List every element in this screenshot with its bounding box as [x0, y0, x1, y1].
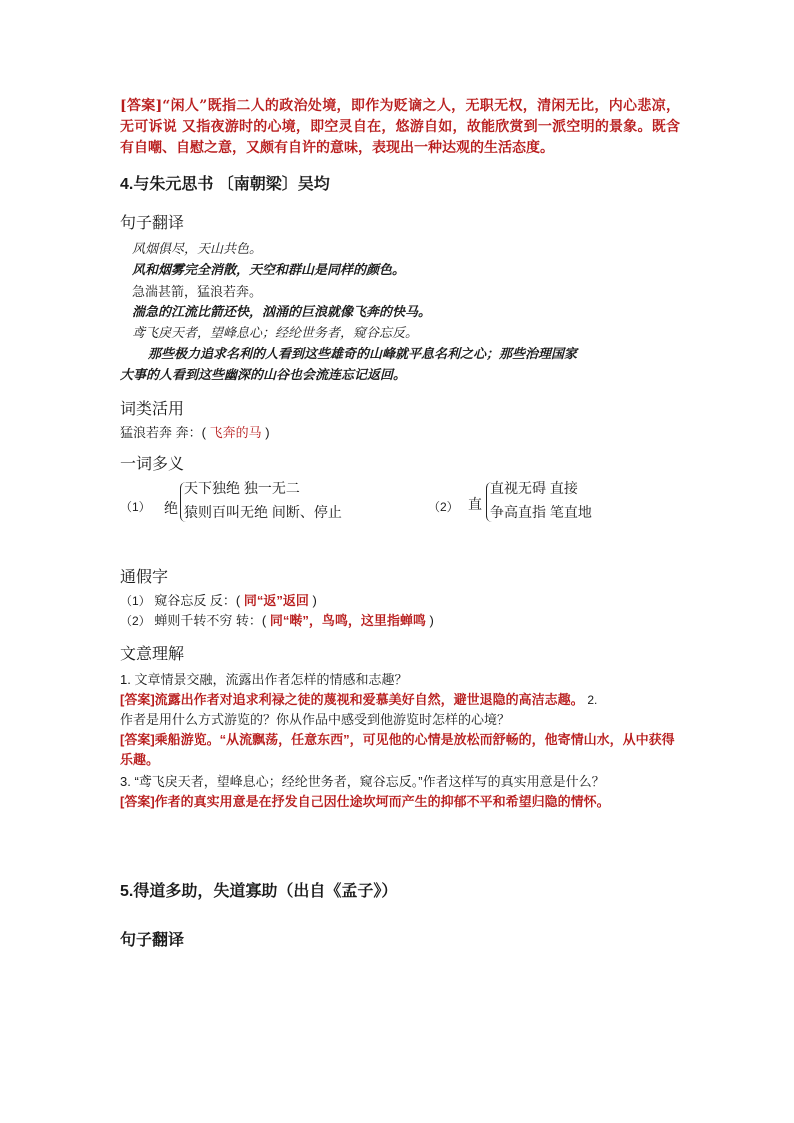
tongjia-num: （1）: [120, 594, 151, 608]
answer-1-text: 流露出作者对追求利禄之徒的蔑视和爱慕美好自然，避世退隐的高洁志趣。: [154, 692, 584, 707]
sentence-translation-heading: 句子翻译: [120, 215, 185, 232]
answer-1: [120, 690, 680, 710]
tongjia-answer: 同“返”返回: [243, 593, 309, 608]
tongjia-answer: 同“啭”，鸟鸣，这里指蝉鸣: [269, 613, 426, 628]
polysemy-num-1: （1）: [120, 500, 151, 514]
comprehension-block: [120, 670, 680, 812]
tongjia-heading: 通假字: [120, 569, 169, 586]
question-1: 1. 文章情景交融，流露出作者怎样的情感和志趣？: [120, 672, 408, 687]
tongjia-text: 蝉则千转不穷 转：(: [154, 613, 267, 628]
tongjia-close: ): [312, 593, 317, 608]
question-2: 作者是用什么方式游览的？你从作品中感受到他游览时怎样的心境？: [120, 712, 511, 727]
answer-3: [120, 792, 680, 812]
translation-line: 大事的人看到这些幽深的山谷也会流连忘记返回。: [120, 368, 407, 383]
comprehension-heading: 文意理解: [120, 646, 185, 663]
translation-line: 风烟俱尽，天山共色。: [132, 242, 263, 257]
answer-3-text: 作者的真实用意是在抒发自己因仕途坎坷而产生的抑郁不平和希望归隐的情怀。: [154, 794, 610, 809]
tongjia-item: [120, 591, 680, 611]
polysemy-2-line1: 直视无碍 直接: [490, 480, 578, 496]
answer-tag: [答案]: [120, 98, 163, 114]
polysemy-1-line2: 猿则百叫无绝 间断、停止: [184, 504, 342, 520]
translation-lines: [120, 239, 680, 386]
section-5-title: 5.得道多助，失道寡助（出自《孟子》）: [120, 883, 398, 900]
polysemy-1-line1: 天下独绝 独一无二: [184, 480, 300, 496]
word-class-answer: 飞奔的马: [209, 425, 262, 440]
word-class-heading: 词类活用: [120, 401, 185, 418]
answer-2-text: 乘船游览。“从流飘荡，任意东西”，可见他的心情是放松而舒畅的，他寄情山水，从中获得乐趣。: [120, 732, 675, 767]
tongjia-num: （2）: [120, 614, 151, 628]
polysemy-char-2: 直: [468, 496, 482, 512]
translation-line: 急湍甚箭，猛浪若奔。: [132, 284, 263, 299]
polysemy-2-line2: 争高直指 笔直地: [490, 504, 592, 520]
question-3: 3. “鸢飞戾天者，望峰息心；经纶世务者，窥谷忘反。”作者这样写的真实用意是什么？: [120, 774, 605, 789]
translation-line: 那些极力追求名利的人看到这些雄奇的山峰就平息名利之心；那些治理国家: [148, 347, 578, 362]
question-2-num: 2.: [587, 693, 598, 707]
translation-line: 风和烟雾完全消散，天空和群山是同样的颜色。: [132, 263, 406, 278]
word-class-suffix: ): [265, 425, 270, 440]
word-class-prefix: 猛浪若奔 奔：(: [120, 425, 206, 440]
tongjia-text: 窥谷忘反 反：(: [154, 593, 241, 608]
answer-tag: [答案]: [120, 732, 155, 747]
polysemy-char-1: 绝: [164, 500, 178, 516]
document-page: [120, 96, 680, 950]
answer-2: [120, 730, 680, 770]
polysemy-num-2: （2）: [428, 500, 459, 514]
translation-line: 湍急的江流比箭还快，汹涌的巨浪就像飞奔的快马。: [132, 305, 432, 320]
section-4-title: 4.与朱元思书 〔南朝梁〕吴均: [120, 176, 330, 193]
answer-tag: [答案]: [120, 794, 155, 809]
tongjia-item: [120, 611, 680, 631]
word-class-item: [120, 423, 680, 443]
polysemy-block: [120, 480, 680, 544]
section-5-heading: 句子翻译: [120, 932, 185, 949]
tongjia-list: [120, 591, 680, 631]
answer-text: “闲人”既指二人的政治处境，即作为贬谪之人，无职无权，清闲无比，内心悲凉，无可诉说 又指夜游时的心境，即空灵自在，悠游自如，故能欣赏到一派空明的景象。既含有自嘲、自慰之意，又颇有自许的意味，表现出一种达观的生活态度。: [120, 98, 681, 156]
tongjia-close: ): [429, 613, 434, 628]
answer-tag: [答案]: [120, 692, 155, 707]
intro-answer: [120, 96, 680, 159]
polysemy-heading: 一词多义: [120, 456, 185, 473]
translation-line: 鸢飞戾天者，望峰息心；经纶世务者，窥谷忘反。: [132, 326, 419, 341]
